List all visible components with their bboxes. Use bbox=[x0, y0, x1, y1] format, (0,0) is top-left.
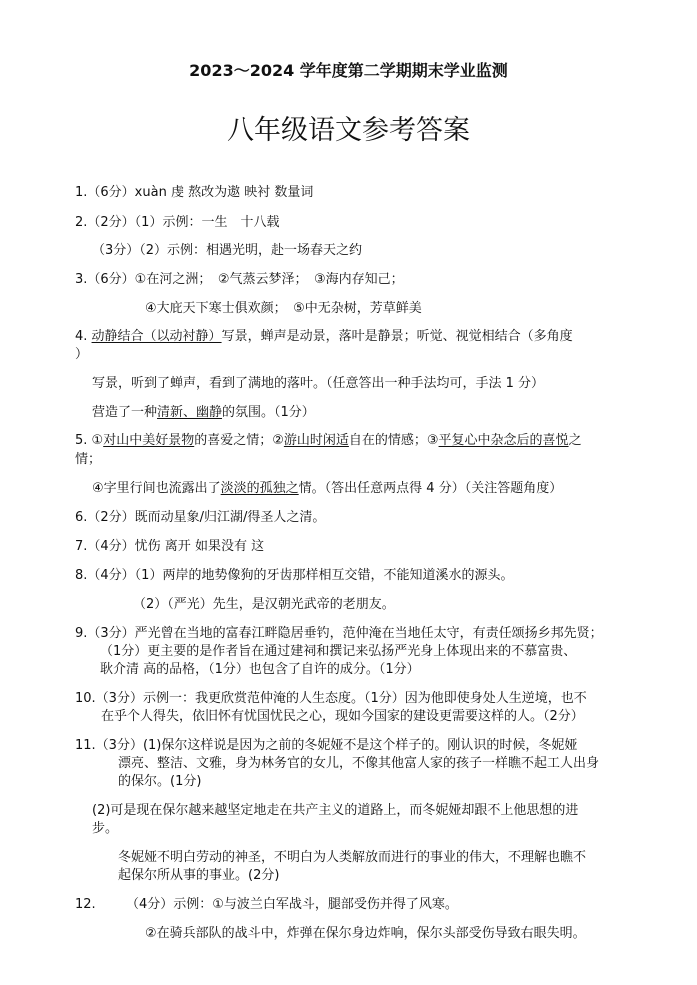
answer-q9-line2: （1分）更主要的是作者旨在通过建祠和撰记来弘扬严光身上体现出来的不慕富贵、 bbox=[100, 644, 577, 659]
answer-text: 营造了一种 bbox=[92, 405, 158, 420]
answer-q5-line1 bbox=[75, 432, 582, 450]
answer-q12-line2: ②在骑兵部队的战斗中，炸弹在保尔身边炸响，保尔头部受伤导致右眼失明。 bbox=[145, 926, 586, 941]
answer-q4-line3: 写景，听到了蝉声，看到了满地的落叶。（任意答出一种手法均可，手法 1 分） bbox=[92, 376, 545, 391]
answer-q2-line1: 2.（2分）（1）示例：一生 十八载 bbox=[75, 215, 280, 230]
answer-q11-line6: 冬妮娅不明白劳动的神圣，不明白为人类解放而进行的事业的伟大，不理解也瞧不 bbox=[118, 850, 587, 865]
answer-text: 5. ① bbox=[75, 433, 104, 448]
answer-q7: 7.（4分）忧伤 离开 如果没有 这 bbox=[75, 539, 265, 554]
underlined-keyword: 游山时闲适 bbox=[283, 433, 349, 448]
answer-q11-line4: (2)可是现在保尔越来越坚定地走在共产主义的道路上，而冬妮娅却跟不上他思想的进 bbox=[92, 803, 579, 818]
exam-title: 2023～2024 学年度第二学期期末学业监测 bbox=[189, 61, 508, 80]
answer-q11-line2: 漂亮、整洁、文雅，身为林务官的女儿，不像其他富人家的孩子一样瞧不起工人出身 bbox=[118, 756, 600, 771]
answer-q5-line2: 情； bbox=[75, 452, 102, 467]
answer-q11-line3: 的保尔。(1分) bbox=[118, 774, 202, 789]
answer-text: 的喜爱之情；② bbox=[194, 433, 284, 448]
answer-q11-line7: 起保尔所从事的事业。(2分) bbox=[118, 868, 280, 883]
answer-q12-line1: （4分）示例：①与波兰白军战斗，腿部受伤并得了风寒。 bbox=[126, 897, 458, 912]
underlined-keyword: 对山中美好景物 bbox=[103, 433, 195, 448]
answer-q4-line2: ） bbox=[75, 347, 89, 362]
answer-q2-line2: （3分）（2）示例：相遇光明，赴一场春天之约 bbox=[92, 243, 363, 258]
answer-text: ④字里行间也流露出了 bbox=[92, 481, 221, 496]
answer-q4-number: 4. bbox=[75, 329, 88, 344]
doc-title: 八年级语文参考答案 bbox=[227, 115, 470, 146]
underlined-keyword: 平复心中杂念后的喜悦 bbox=[438, 433, 569, 448]
answer-q11-line1: 11.（3分）(1)保尔这样说是因为之前的冬妮娅不是这个样子的。刚认识的时候，冬妮娅 bbox=[75, 738, 578, 753]
underlined-keyword: 动静结合（以动衬静） bbox=[91, 329, 222, 344]
answer-q10-line2: 在乎个人得失，依旧怀有忧国忧民之心，现如今国家的建设更需要这样的人。（2分） bbox=[101, 709, 584, 724]
underlined-keyword: 淡淡的孤独之 bbox=[220, 481, 299, 496]
answer-q1: 1.（6分）xuàn 虔 熬改为遨 映衬 数量词 bbox=[75, 185, 314, 200]
answer-q9-line3: 耿介清 高的品格，（1分）也包含了自许的成分。（1分） bbox=[100, 662, 420, 677]
answer-q4-line4 bbox=[92, 404, 315, 422]
answer-q8-line1: 8.（4分）（1）两岸的地势像狗的牙齿那样相互交错，不能知道溪水的源头。 bbox=[75, 568, 514, 583]
answer-q3-line1: 3.（6分）①在河之洲； ②气蒸云梦泽； ③海内存知己； bbox=[75, 272, 404, 287]
answer-text: 情。（答出任意两点得 4 分）（关注答题角度） bbox=[298, 481, 563, 496]
answer-q9-line1: 9.（3分）严光曾在当地的富春江畔隐居垂钓，范仲淹在当地任太守，有责任颂扬乡邦先贤； bbox=[75, 626, 603, 641]
answer-text: 的氛围。（1分） bbox=[222, 405, 315, 420]
answer-text: 之 bbox=[568, 433, 582, 448]
answer-q6: 6.（2分）既而动星象/归江湖/得圣人之清。 bbox=[75, 510, 326, 525]
underlined-keyword: 清新、幽静 bbox=[157, 405, 223, 420]
answer-text: 写景，蝉声是动景，落叶是静景；听觉、视觉相结合（多角度 bbox=[221, 329, 573, 344]
answer-q11-line5: 步。 bbox=[92, 821, 119, 836]
answer-q10-line1: 10.（3分）示例一：我更欣赏范仲淹的人生态度。（1分）因为他即使身处人生逆境，也不 bbox=[75, 691, 587, 706]
answer-q4-line1 bbox=[75, 328, 573, 346]
answer-q8-line2: （2）（严光）先生，是汉朝光武帝的老朋友。 bbox=[133, 597, 395, 612]
answer-q5-line3 bbox=[92, 480, 562, 498]
answer-text: 自在的情感；③ bbox=[348, 433, 439, 448]
answer-q12-number: 12. bbox=[75, 897, 96, 912]
answer-q3-line2: ④大庇天下寒士俱欢颜； ⑤中无杂树，芳草鲜美 bbox=[145, 301, 422, 316]
